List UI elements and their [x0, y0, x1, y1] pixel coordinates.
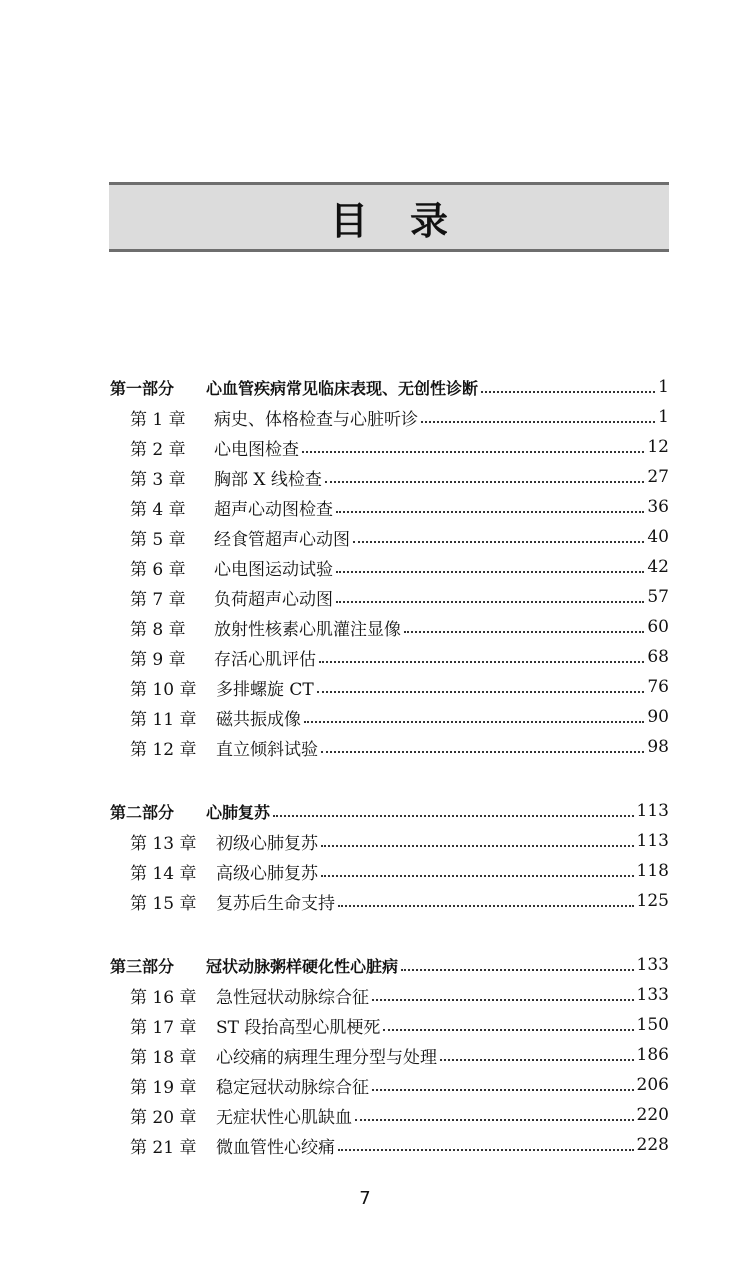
- chapter-title: 急性冠状动脉综合征: [216, 987, 369, 1008]
- toc-chapter-18[interactable]: [130, 1040, 669, 1070]
- page-ref: 60: [647, 617, 669, 637]
- chapter-title: 多排螺旋 CT: [216, 679, 314, 700]
- page-ref: 98: [647, 737, 669, 757]
- page-ref: 220: [636, 1105, 669, 1125]
- page-ref: 228: [636, 1135, 669, 1155]
- dot-leader: [372, 1089, 634, 1091]
- toc-chapter-6[interactable]: [130, 552, 669, 582]
- toc-chapter-3[interactable]: [130, 462, 669, 492]
- dot-leader: [353, 541, 644, 543]
- toc-chapter-13[interactable]: [130, 826, 669, 856]
- dot-leader: [421, 421, 655, 423]
- chapter-title: 心电图检查: [214, 439, 299, 460]
- toc-chapter-20[interactable]: [130, 1100, 669, 1130]
- dot-leader: [321, 751, 644, 753]
- dot-leader: [355, 1119, 634, 1121]
- chapter-number: 第 20 章: [130, 1107, 197, 1128]
- chapter-number: 第 18 章: [130, 1047, 197, 1068]
- chapter-title: 病史、体格检查与心脏听诊: [214, 409, 418, 430]
- toc-chapter-1[interactable]: [130, 402, 669, 432]
- page-ref: 150: [636, 1015, 669, 1035]
- toc-chapter-15[interactable]: [130, 886, 669, 916]
- dot-leader: [336, 601, 644, 603]
- chapter-number: 第 3 章: [130, 469, 186, 490]
- dot-leader: [336, 511, 644, 513]
- page-ref: 68: [647, 647, 669, 667]
- chapter-number: 第 1 章: [130, 409, 186, 430]
- toc-chapter-11[interactable]: [130, 702, 669, 732]
- toc-chapter-2[interactable]: [130, 432, 669, 462]
- chapter-number: 第 10 章: [130, 679, 197, 700]
- dot-leader: [321, 875, 634, 877]
- toc-chapter-8[interactable]: [130, 612, 669, 642]
- toc-chapter-10[interactable]: [130, 672, 669, 702]
- dot-leader: [401, 969, 634, 971]
- chapter-number: 第 2 章: [130, 439, 186, 460]
- chapter-number: 第 4 章: [130, 499, 186, 520]
- page-ref: 133: [636, 955, 669, 975]
- chapter-number: 第 7 章: [130, 589, 186, 610]
- chapter-title: 存活心肌评估: [214, 649, 316, 670]
- chapter-number: 第 11 章: [130, 709, 197, 730]
- chapter-title: 磁共振成像: [216, 709, 301, 730]
- part-number: 第三部分: [110, 956, 175, 976]
- page-ref: 118: [636, 861, 669, 881]
- dot-leader: [321, 845, 634, 847]
- chapter-title: 胸部 X 线检查: [214, 469, 322, 490]
- toc-part-1[interactable]: [110, 372, 669, 402]
- chapter-title: 心绞痛的病理生理分型与处理: [216, 1047, 437, 1068]
- chapter-number: 第 15 章: [130, 893, 197, 914]
- chapter-number: 第 17 章: [130, 1017, 197, 1038]
- dot-leader: [336, 571, 644, 573]
- chapter-number: 第 14 章: [130, 863, 197, 884]
- toc-chapter-16[interactable]: [130, 980, 669, 1010]
- page-ref: 206: [636, 1075, 669, 1095]
- chapter-number: 第 13 章: [130, 833, 197, 854]
- chapter-number: 第 6 章: [130, 559, 186, 580]
- chapter-title: 高级心肺复苏: [216, 863, 318, 884]
- dot-leader: [372, 999, 634, 1001]
- toc-chapter-12[interactable]: [130, 732, 669, 762]
- chapter-number: 第 5 章: [130, 529, 186, 550]
- page-ref: 42: [647, 557, 669, 577]
- chapter-number: 第 8 章: [130, 619, 186, 640]
- page-ref: 186: [636, 1045, 669, 1065]
- dot-leader: [383, 1029, 633, 1031]
- toc-chapter-9[interactable]: [130, 642, 669, 672]
- toc-chapter-4[interactable]: [130, 492, 669, 522]
- toc-chapter-7[interactable]: [130, 582, 669, 612]
- page-number: 7: [359, 1188, 371, 1209]
- toc-chapter-19[interactable]: [130, 1070, 669, 1100]
- page-ref: 1: [658, 407, 669, 427]
- page-ref: 1: [658, 377, 669, 397]
- page-ref: 90: [647, 707, 669, 727]
- toc-chapter-14[interactable]: [130, 856, 669, 886]
- chapter-title: 微血管性心绞痛: [216, 1137, 335, 1158]
- dot-leader: [325, 481, 644, 483]
- chapter-number: 第 16 章: [130, 987, 197, 1008]
- page-ref: 36: [647, 497, 669, 517]
- chapter-title: 稳定冠状动脉综合征: [216, 1077, 369, 1098]
- toc-chapter-17[interactable]: [130, 1010, 669, 1040]
- page-ref: 133: [636, 985, 669, 1005]
- page-ref: 113: [636, 831, 669, 851]
- dot-leader: [302, 451, 644, 453]
- chapter-number: 第 12 章: [130, 739, 197, 760]
- dot-leader: [319, 661, 644, 663]
- chapter-title: 复苏后生命支持: [216, 893, 335, 914]
- chapter-title: 无症状性心肌缺血: [216, 1107, 352, 1128]
- chapter-title: 超声心动图检查: [214, 499, 333, 520]
- page-ref: 57: [647, 587, 669, 607]
- toc-part-2[interactable]: [110, 796, 669, 826]
- page-ref: 40: [647, 527, 669, 547]
- dot-leader: [338, 1149, 634, 1151]
- page-ref: 125: [636, 891, 669, 911]
- page-ref: 113: [636, 801, 669, 821]
- part-number: 第一部分: [110, 378, 175, 398]
- chapter-title: 经食管超声心动图: [214, 529, 350, 550]
- dot-leader: [317, 691, 645, 693]
- dot-leader: [440, 1059, 634, 1061]
- chapter-title: ST 段抬高型心肌梗死: [216, 1017, 381, 1038]
- page-ref: 27: [647, 467, 669, 487]
- chapter-number: 第 9 章: [130, 649, 186, 670]
- dot-leader: [404, 631, 644, 633]
- toc-part-3[interactable]: [110, 950, 669, 980]
- chapter-title: 负荷超声心动图: [214, 589, 333, 610]
- part-title: 冠状动脉粥样硬化性心脏病: [206, 956, 399, 976]
- dot-leader: [304, 721, 644, 723]
- page-ref: 76: [647, 677, 669, 697]
- toc-title: 目录: [329, 198, 490, 243]
- part-number: 第二部分: [110, 802, 175, 822]
- page-ref: 12: [647, 437, 669, 457]
- dot-leader: [273, 815, 634, 817]
- part-title: 心肺复苏: [206, 802, 271, 822]
- part-title: 心血管疾病常见临床表现、无创性诊断: [206, 378, 479, 398]
- chapter-number: 第 19 章: [130, 1077, 197, 1098]
- toc-chapter-5[interactable]: [130, 522, 669, 552]
- dot-leader: [338, 905, 634, 907]
- chapter-title: 放射性核素心肌灌注显像: [214, 619, 401, 640]
- toc-chapter-21[interactable]: [130, 1130, 669, 1160]
- chapter-title: 心电图运动试验: [214, 559, 333, 580]
- chapter-number: 第 21 章: [130, 1137, 197, 1158]
- dot-leader: [481, 391, 655, 393]
- chapter-title: 直立倾斜试验: [216, 739, 318, 760]
- chapter-title: 初级心肺复苏: [216, 833, 318, 854]
